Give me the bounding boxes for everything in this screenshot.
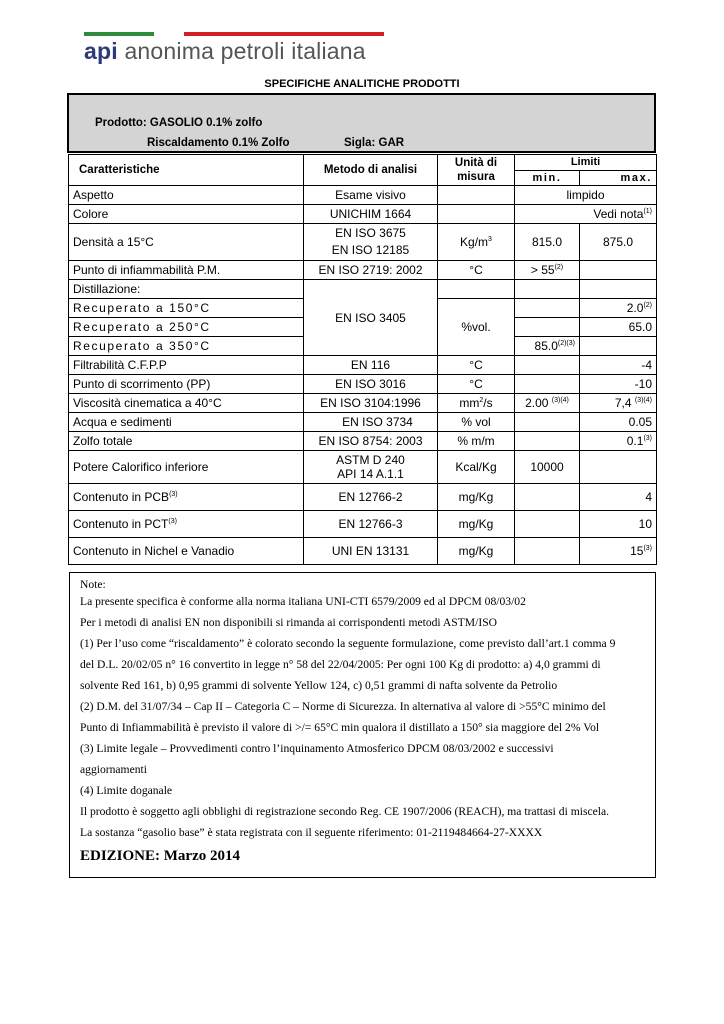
row-name: Distillazione:	[69, 280, 304, 299]
limit-text: Vedi nota	[593, 207, 644, 221]
note-line: aggiornamenti	[80, 763, 147, 776]
name-text: Contenuto in PCT	[73, 517, 169, 531]
row-name: Viscosità cinematica a 40°C	[69, 394, 304, 413]
unit-sup: 2	[479, 397, 484, 404]
note-ref: (2)	[643, 302, 652, 309]
row-unit: mg/Kg	[438, 484, 515, 511]
min-text: 85.0	[534, 339, 558, 353]
row-min	[515, 432, 580, 451]
header-limiti: Limiti	[515, 155, 657, 171]
unit-text: mm	[459, 396, 480, 410]
logo-stripe-white	[154, 32, 184, 36]
row-max	[580, 432, 657, 451]
product-box	[67, 93, 656, 153]
row-name: Zolfo totale	[69, 432, 304, 451]
row-max	[580, 538, 657, 565]
row-name: Acqua e sedimenti	[69, 413, 304, 432]
row-unit	[438, 280, 515, 299]
row-unit: % vol	[438, 413, 515, 432]
header-min: min.	[515, 170, 580, 186]
table-row	[69, 413, 657, 432]
row-name: Potere Calorifico inferiore	[69, 451, 304, 484]
row-method: EN 116	[304, 356, 438, 375]
row-min	[515, 261, 580, 280]
row-limit: limpido	[515, 186, 657, 205]
note-line: solvente Red 161, b) 0,95 grammi di solvente Yellow 124, c) 0,51 grammi di nafta solvente da Petrolio	[80, 679, 558, 692]
table-row	[69, 205, 657, 224]
row-unit	[438, 205, 515, 224]
row-method: Esame visivo	[304, 186, 438, 205]
row-max: 875.0	[580, 224, 657, 261]
row-name: Aspetto	[69, 186, 304, 205]
spec-table	[68, 154, 657, 565]
logo-wordmark	[84, 38, 366, 65]
row-limit	[515, 205, 657, 224]
row-name	[69, 484, 304, 511]
header-unita-line2: misura	[457, 171, 495, 183]
logo-stripe	[84, 32, 384, 36]
row-max: -10	[580, 375, 657, 394]
row-unit: °C	[438, 261, 515, 280]
row-method: EN ISO 3405	[304, 280, 438, 356]
document-title: SPECIFICHE ANALITICHE PRODOTTI	[264, 78, 460, 90]
table-row	[69, 224, 657, 261]
note-ref: (3)(4)	[634, 397, 652, 404]
row-method: EN ISO 3016	[304, 375, 438, 394]
logo-mark: api	[84, 38, 118, 64]
max-text: 15	[630, 544, 644, 558]
row-name	[69, 511, 304, 538]
method-line1: EN ISO 3675	[335, 226, 406, 240]
row-max	[580, 299, 657, 318]
row-name: Recuperato a 350°C	[69, 337, 304, 356]
note-ref: (3)(4)	[551, 397, 569, 404]
note-line: Punto di Infiammabilità è previsto il valore di >/= 65°C min qualora il distillato a 150° sia maggiore del 2% Vol	[80, 721, 600, 734]
row-name: Recuperato a 150°C	[69, 299, 304, 318]
row-max	[580, 394, 657, 413]
row-unit: Kcal/Kg	[438, 451, 515, 484]
row-name: Filtrabilità C.F.P.P	[69, 356, 304, 375]
unit-tail: /s	[483, 396, 493, 410]
notes-label: Note:	[80, 578, 106, 591]
row-unit: % m/m	[438, 432, 515, 451]
logo-stripe-green	[84, 32, 154, 36]
row-max: -4	[580, 356, 657, 375]
table-row	[69, 484, 657, 511]
row-unit: °C	[438, 356, 515, 375]
max-text: 0.1	[626, 434, 644, 448]
note-ref: (3)	[643, 545, 652, 552]
table-row	[69, 394, 657, 413]
row-name: Colore	[69, 205, 304, 224]
header-unita-line1: Unità di	[454, 157, 498, 169]
method-line2: EN ISO 12185	[331, 243, 410, 257]
note-line: (1) Per l’uso come “riscaldamento” è colorato secondo la seguente formulazione, come previsto dall’art.1 comma 9	[80, 637, 616, 650]
row-max: 4	[580, 484, 657, 511]
row-min	[515, 356, 580, 375]
row-unit	[438, 394, 515, 413]
row-method: EN ISO 8754: 2003	[304, 432, 438, 451]
note-line: del D.L. 20/02/05 n° 16 convertito in legge n° 58 del 22/04/2005: Per ogni 100 Kg di prodotto: a) 4,0 grammi di	[80, 658, 601, 671]
method-line1: ASTM D 240	[336, 453, 405, 467]
row-name: Punto di infiammabilità P.M.	[69, 261, 304, 280]
header-max: max.	[580, 170, 657, 186]
row-max	[580, 261, 657, 280]
unit-sup: 3	[488, 236, 492, 243]
note-line: (2) D.M. del 31/07/34 – Cap II – Categoria C – Norme di Sicurezza. In alternativa al valore di >55°C minimo del	[80, 700, 606, 713]
note-ref: (2)(3)	[557, 340, 575, 347]
name-text: Contenuto in PCB	[73, 490, 170, 504]
row-name: Contenuto in Nichel e Vanadio	[69, 538, 304, 565]
row-method	[304, 224, 438, 261]
max-text: 2.0	[626, 301, 644, 315]
row-unit: °C	[438, 375, 515, 394]
note-line: La presente specifica è conforme alla norma italiana UNI-CTI 6579/2009 ed al DPCM 08/03/02	[80, 595, 526, 608]
product-subname: Riscaldamento 0.1% Zolfo	[147, 137, 290, 149]
table-row	[69, 432, 657, 451]
product-sigla: Sigla: GAR	[344, 137, 405, 149]
row-max	[580, 337, 657, 356]
min-text: 2.00	[525, 396, 552, 410]
row-method	[304, 451, 438, 484]
table-row	[69, 511, 657, 538]
row-unit: mg/Kg	[438, 511, 515, 538]
row-name: Densità a 15°C	[69, 224, 304, 261]
row-method: EN ISO 3104:1996	[304, 394, 438, 413]
table-row	[69, 280, 657, 299]
row-min	[515, 394, 580, 413]
row-name: Recuperato a 250°C	[69, 318, 304, 337]
row-method: EN ISO 3734	[304, 413, 438, 432]
row-max: 10	[580, 511, 657, 538]
max-text: 7,4	[614, 396, 635, 410]
table-row	[69, 356, 657, 375]
logo-text: anonima petroli italiana	[124, 38, 366, 64]
table-header-row	[69, 155, 657, 171]
table-row	[69, 538, 657, 565]
row-max	[580, 451, 657, 484]
header-caratteristiche: Caratteristiche	[69, 155, 304, 186]
row-max: 0.05	[580, 413, 657, 432]
row-min	[515, 538, 580, 565]
row-min	[515, 318, 580, 337]
row-min	[515, 299, 580, 318]
table-row	[69, 261, 657, 280]
row-method: EN ISO 2719: 2002	[304, 261, 438, 280]
row-unit: %vol.	[438, 299, 515, 356]
edition-label: EDIZIONE: Marzo 2014	[80, 848, 240, 864]
note-line: (3) Limite legale – Provvedimenti contro l’inquinamento Atmosferico DPCM 08/03/2002 e successivi	[80, 742, 554, 755]
note-ref: (3)	[169, 491, 178, 498]
row-max: 65.0	[580, 318, 657, 337]
row-unit	[438, 186, 515, 205]
method-line2: API 14 A.1.1	[337, 467, 404, 481]
table-row	[69, 375, 657, 394]
row-method: UNICHIM 1664	[304, 205, 438, 224]
table-row	[69, 451, 657, 484]
row-method: EN 12766-2	[304, 484, 438, 511]
table-row	[69, 186, 657, 205]
notes-box	[69, 572, 656, 878]
row-method: EN 12766-3	[304, 511, 438, 538]
product-name: Prodotto: GASOLIO 0.1% zolfo	[95, 117, 263, 129]
row-min	[515, 413, 580, 432]
row-min	[515, 511, 580, 538]
row-min	[515, 337, 580, 356]
note-ref: (2)	[554, 264, 564, 271]
row-name: Punto di scorrimento (PP)	[69, 375, 304, 394]
note-ref: (3)	[643, 435, 652, 442]
row-max	[580, 280, 657, 299]
note-ref: (1)	[643, 208, 652, 215]
row-min	[515, 375, 580, 394]
company-logo	[70, 32, 370, 72]
note-line: Per i metodi di analisi EN non disponibili si rimanda ai corrispondenti metodi ASTM/ISO	[80, 616, 498, 629]
note-line: La sostanza “gasolio base” è stata registrata con il seguente riferimento: 01-2119484664-27-XXXX	[80, 826, 543, 839]
row-unit	[438, 224, 515, 261]
note-line: Il prodotto è soggetto agli obblighi di registrazione secondo Reg. CE 1907/2006 (REACH), ma trattasi di miscela.	[80, 805, 610, 818]
min-text: > 55	[530, 263, 555, 277]
note-line: (4) Limite doganale	[80, 784, 173, 797]
header-metodo: Metodo di analisi	[304, 155, 438, 186]
row-min: 10000	[515, 451, 580, 484]
unit-text: Kg/m	[460, 235, 489, 249]
logo-stripe-red	[184, 32, 384, 36]
row-unit: mg/Kg	[438, 538, 515, 565]
row-min	[515, 280, 580, 299]
row-min	[515, 484, 580, 511]
row-min: 815.0	[515, 224, 580, 261]
header-unita	[438, 155, 515, 186]
row-method: UNI EN 13131	[304, 538, 438, 565]
note-ref: (3)	[168, 518, 177, 525]
